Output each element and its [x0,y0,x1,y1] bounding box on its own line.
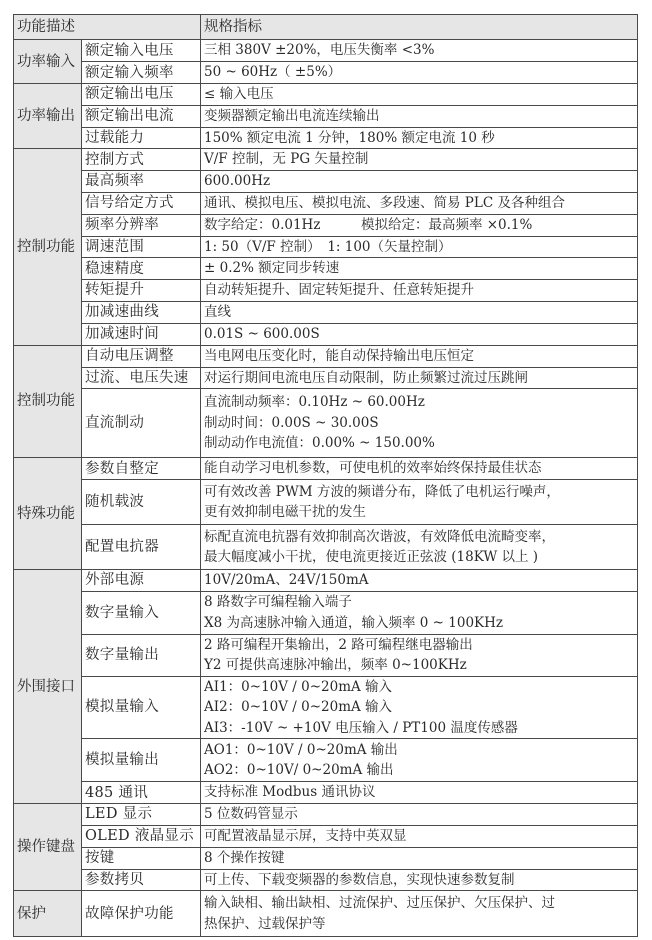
header-specification: 规格指标 [201,15,638,40]
spec-item-value [201,480,638,525]
spec-item-name: 额定输入电压 [82,40,201,62]
table-row [14,480,638,525]
header-function-description: 功能描述 [14,15,201,40]
group-label: 控制功能 [14,345,82,458]
spec-item-name: 过流、电压失速 [82,367,201,389]
table-row [14,591,638,634]
spec-item-value [201,869,638,891]
header-row [14,15,638,40]
spec-value-line: AO2：0~10V/ 0~20mA 输出 [204,762,394,778]
group-label: 外围接口 [14,570,82,804]
spec-item-name: 信号给定方式 [82,192,201,214]
spec-value-line: 标配直流电抗器有效抑制高次谐波，有效降低电流畸变率， [204,528,555,545]
table-row [14,280,638,302]
spec-value-line: 5 位数码管显示 [204,806,298,822]
spec-item-name: 故障保护功能 [82,891,201,937]
table-row [14,782,638,804]
spec-item-value [201,891,638,937]
spec-value-line: 可配置液晶显示屏，支持中英双显 [204,827,407,844]
spec-value-line: ≤ 输入电压 [204,86,274,102]
table-row [14,323,638,345]
table-row [14,149,638,171]
spec-value-line: 能自动学习电机参数，可使电机的效率始终保持最佳状态 [204,460,542,477]
spec-value-line: 当电网电压变化时，能自动保持输出电压恒定 [204,347,474,364]
spec-item-name: 外部电源 [82,570,201,592]
spec-item-name: 485 通讯 [82,782,201,804]
table-row [14,345,638,367]
spec-value-line: 10V/20mA、24V/150mA [204,572,369,588]
spec-table-body [14,40,638,937]
spec-value-line: 直流制动频率：0.10Hz ~ 60.00Hz [204,394,425,411]
spec-item-value [201,127,638,149]
table-row [14,389,638,458]
spec-item-value [201,634,638,676]
group-label: 保护 [14,891,82,937]
spec-item-name: 加减速时间 [82,323,201,345]
spec-value-line: 数字给定：0.01Hz 模拟给定：最高频率 ×0.1% [204,216,533,233]
table-row [14,367,638,389]
spec-item-value [201,570,638,592]
spec-item-name: 模拟量输入 [82,676,201,739]
spec-item-name: 模拟量输出 [82,739,201,782]
spec-item-value [201,847,638,869]
table-row [14,847,638,869]
spec-item-value [201,739,638,782]
spec-value-line: 更有效抑制电磁干扰的发生 [204,504,366,520]
group-label: 特殊功能 [14,458,82,570]
table-row [14,634,638,676]
spec-value-line: 自动转矩提升、固定转矩提升、任意转矩提升 [204,282,474,298]
spec-value-line: Y2 可提供高速脉冲输出，频率 0~100KHz [204,657,467,673]
spec-item-name: 加减速曲线 [82,301,201,323]
table-row [14,105,638,127]
table-row [14,525,638,570]
spec-item-name: 自动电压调整 [82,345,201,367]
spec-item-value [201,84,638,106]
spec-value-line: 变频器额定输出电流连续输出 [204,107,380,124]
group-label: 控制功能 [14,149,82,346]
table-row [14,301,638,323]
spec-item-value [201,258,638,280]
spec-item-value [201,323,638,345]
spec-item-value [201,676,638,739]
spec-item-name: 额定输出电压 [82,84,201,106]
spec-item-value [201,804,638,826]
table-row [14,739,638,782]
table-row [14,869,638,891]
spec-value-line: X8 为高速脉冲输入通道，输入频率 0 ~ 100KHz [204,614,504,631]
table-row [14,192,638,214]
spec-value-line: 制动时间：0.00S ~ 30.00S [204,414,379,431]
spec-item-value [201,591,638,634]
spec-value-line: 对运行期间电流电压自动限制，防止频繁过流过压跳闸 [204,369,528,386]
spec-item-value [201,40,638,62]
table-row [14,236,638,258]
spec-table [13,14,638,937]
spec-value-line: 通讯、模拟电压、模拟电流、多段速、简易 PLC 及各种组合 [204,194,565,211]
spec-item-value [201,345,638,367]
spec-item-name: 稳速精度 [82,258,201,280]
spec-item-value [201,214,638,236]
spec-value-line: 三相 380V ±20%，电压失衡率 <3% [204,42,435,59]
spec-item-name: 随机载波 [82,480,201,525]
spec-value-line: AI3：-10V ~ +10V 电压输入 / PT100 温度传感器 [204,719,518,736]
spec-item-value [201,367,638,389]
spec-item-name: 配置电抗器 [82,525,201,570]
spec-value-line: 制动动作电流值：0.00% ~ 150.00% [204,435,435,452]
spec-value-line: 150% 额定电流 1 分钟，180% 额定电流 10 秒 [204,129,495,146]
spec-item-value [201,280,638,302]
spec-value-line: 8 路数字可编程输入端子 [204,594,352,610]
spec-item-value [201,825,638,847]
spec-value-line: AO1：0~10V / 0~20mA 输出 [204,741,398,758]
table-row [14,804,638,826]
spec-item-value [201,62,638,84]
spec-value-line: AI1：0~10V / 0~20mA 输入 [204,678,393,695]
spec-item-value [201,236,638,258]
spec-value-line: 0.01S ~ 600.00S [204,325,320,342]
spec-value-line: 输入缺相、输出缺相、过流保护、过压保护、欠压保护、过 [204,895,555,911]
spec-item-name: 参数拷贝 [82,869,201,891]
table-row [14,570,638,592]
table-row [14,825,638,847]
group-label: 操作键盘 [14,804,82,891]
spec-value-line: 2 路可编程开集输出，2 路可编程继电器输出 [204,636,473,653]
spec-item-name: 额定输出电流 [82,105,201,127]
spec-item-value [201,105,638,127]
spec-item-name: 数字量输入 [82,591,201,634]
spec-value-line: AI2：0~10V / 0~20mA 输入 [204,699,393,715]
spec-item-name: 按键 [82,847,201,869]
table-row [14,258,638,280]
spec-item-name: LED 显示 [82,804,201,826]
spec-item-value [201,171,638,193]
spec-value-line: ± 0.2% 额定同步转速 [204,260,340,277]
spec-item-name: 参数自整定 [82,458,201,480]
table-row [14,891,638,937]
spec-value-line: 热保护、过载保护等 [204,915,326,932]
table-row [14,214,638,236]
spec-value-line: 可有效改善 PWM 方波的频谱分布，降低了电机运行噪声， [204,483,560,500]
table-row [14,676,638,739]
spec-value-line: 支持标准 Modbus 通讯协议 [204,784,376,801]
spec-item-value [201,458,638,480]
group-label: 功率输出 [14,84,82,149]
spec-item-name: 直流制动 [82,389,201,458]
spec-item-name: 频率分辨率 [82,214,201,236]
spec-value-line: V/F 控制，无 PG 矢量控制 [204,151,369,168]
table-row [14,127,638,149]
spec-item-value [201,192,638,214]
table-row [14,458,638,480]
table-row [14,62,638,84]
spec-value-line: 50 ~ 60Hz（ ±5%） [204,64,342,81]
table-row [14,171,638,193]
spec-value-line: 600.00Hz [204,173,271,189]
spec-item-value [201,525,638,570]
spec-value-line: 最大幅度减小干扰，使电流更接近正弦波 (18KW 以上 ) [204,549,539,565]
spec-item-name: 调速范围 [82,236,201,258]
spec-value-line: 直线 [204,303,231,320]
spec-item-value [201,149,638,171]
spec-value-line: 可上传、下载变频器的参数信息，实现快速参数复制 [204,871,515,888]
spec-item-value [201,301,638,323]
spec-item-name: 控制方式 [82,149,201,171]
spec-item-name: 额定输入频率 [82,62,201,84]
spec-item-name: OLED 液晶显示 [82,825,201,847]
spec-value-line: 1: 50（V/F 控制） 1: 100（矢量控制） [204,238,452,255]
spec-item-name: 最高频率 [82,171,201,193]
spec-item-value [201,782,638,804]
table-row [14,40,638,62]
spec-item-name: 转矩提升 [82,280,201,302]
spec-item-name: 数字量输出 [82,634,201,676]
table-row [14,84,638,106]
group-label: 功率输入 [14,40,82,84]
spec-item-value [201,389,638,458]
spec-item-name: 过载能力 [82,127,201,149]
spec-value-line: 8 个操作按键 [204,849,285,866]
